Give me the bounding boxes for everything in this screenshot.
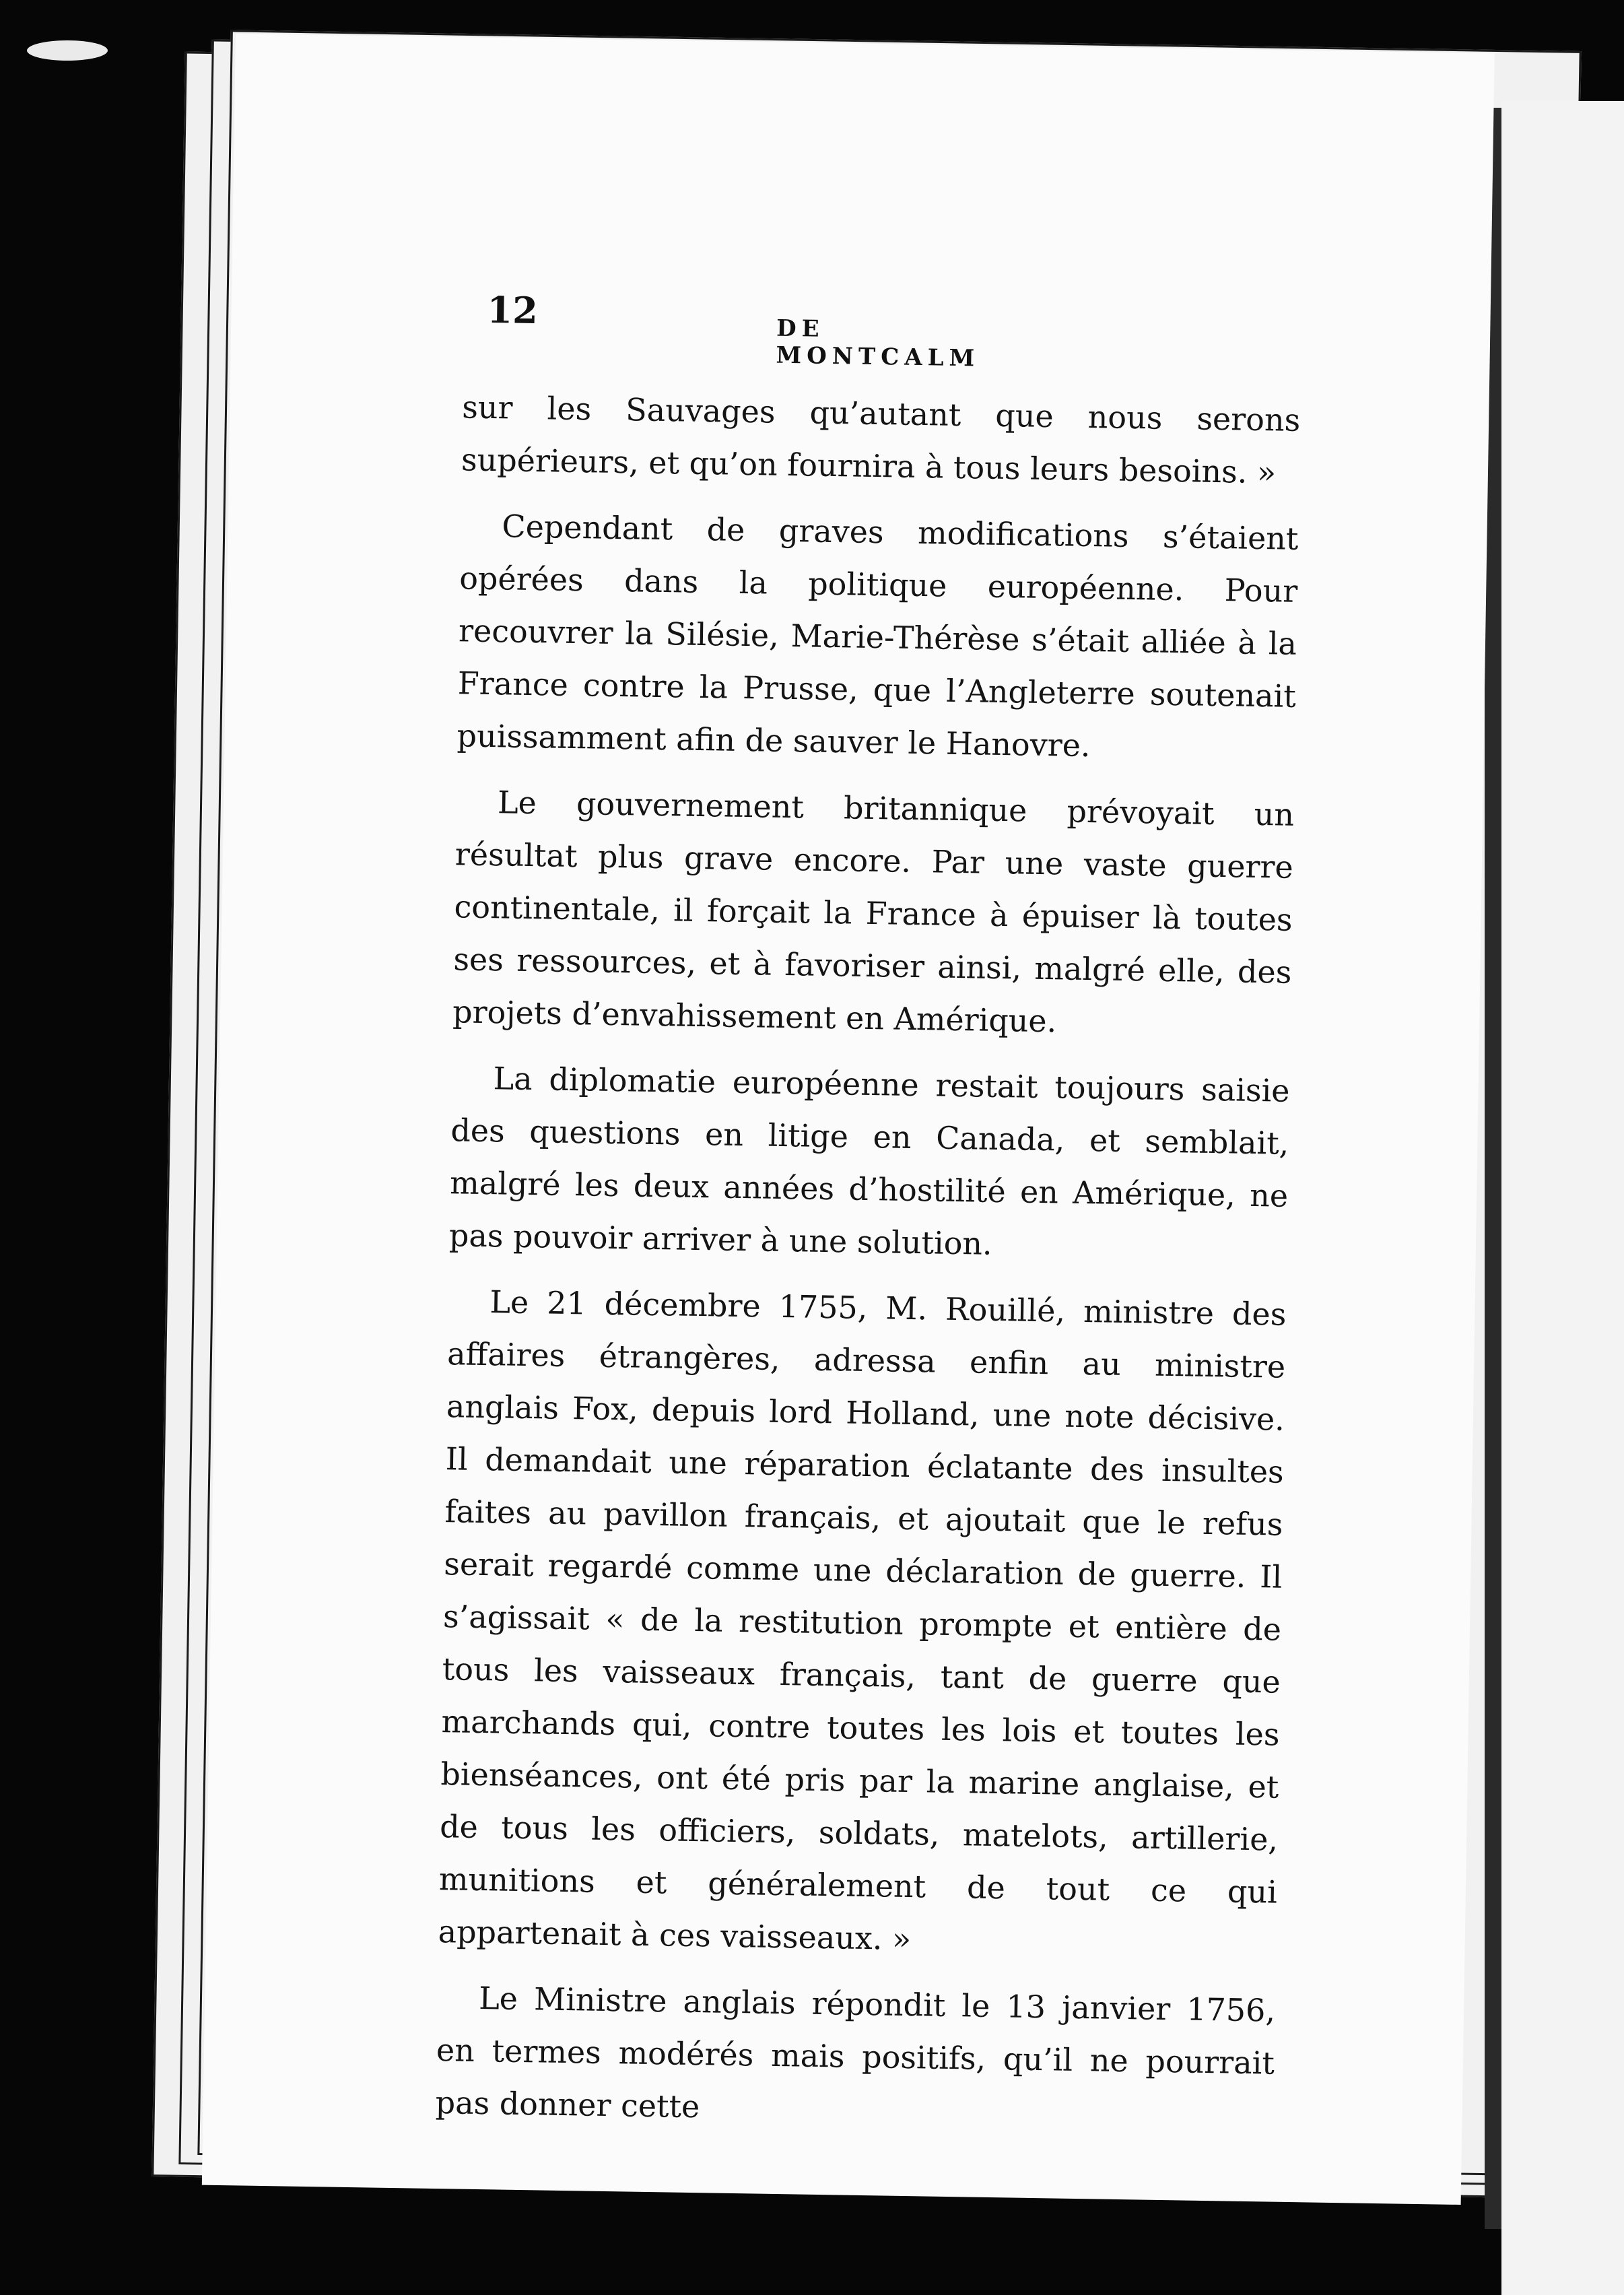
paragraph: Cependant de graves modifications s’étaient opérées dans la politique européenne. Pour recouvrer la Silésie, Marie-Thérèse s’était alliée à la France contre la Prusse, que l’Angleterre soutenait puissamment afin de sauver le Hanovre. bbox=[456, 508, 1299, 764]
book-page bbox=[202, 34, 1495, 2205]
facing-page bbox=[1501, 101, 1624, 2295]
body-text bbox=[435, 380, 1301, 2141]
paragraph: Le gouvernement britannique prévoyait un résultat plus grave encore. Par une vaste guerre continentale, il forçait la France à épuiser là toutes ses ressources, et à favoriser ainsi, malgré elle, des projets d’envahissement en Amérique. bbox=[452, 784, 1295, 1040]
page-number: 12 bbox=[487, 288, 539, 333]
paragraph: Le 21 décembre 1755, M. Rouillé, ministre des affaires étrangères, adressa enfin au ministre anglais Fox, depuis lord Holland, une note décisive. Il demandait une réparation éclatante des insultes faites au pavillon français, et ajoutait que le refus serait regardé comme une déclaration de guerre. Il s’agissait « de la restitution prompte et entière de tous les vaisseaux français, tant de guerre que marchands qui, contre toutes les lois et toutes les bienséances, ont été pris par la marine anglaise, et de tous les officiers, soldats, matelots, artillerie, munitions et généralement de tout ce qui appartenait à ces vaisseaux. » bbox=[438, 1284, 1287, 1958]
dust-speck bbox=[27, 40, 108, 61]
page-header: DE MONTCALM bbox=[776, 314, 980, 372]
paragraph: La diplomatie européenne restait toujours saisie des questions en litige en Canada, et semblait, malgré les deux années d’hostilité en Amérique, ne pas pouvoir arriver à une solution. bbox=[448, 1060, 1290, 1262]
paragraph: sur les Sauvages qu’autant que nous serons supérieurs, et qu’on fournira à tous leurs besoins. » bbox=[461, 389, 1301, 491]
paragraph: Le Ministre anglais répondit le 13 janvier 1756, en termes modérés mais positifs, qu’il ne pourrait pas donner cette bbox=[435, 1980, 1276, 2125]
